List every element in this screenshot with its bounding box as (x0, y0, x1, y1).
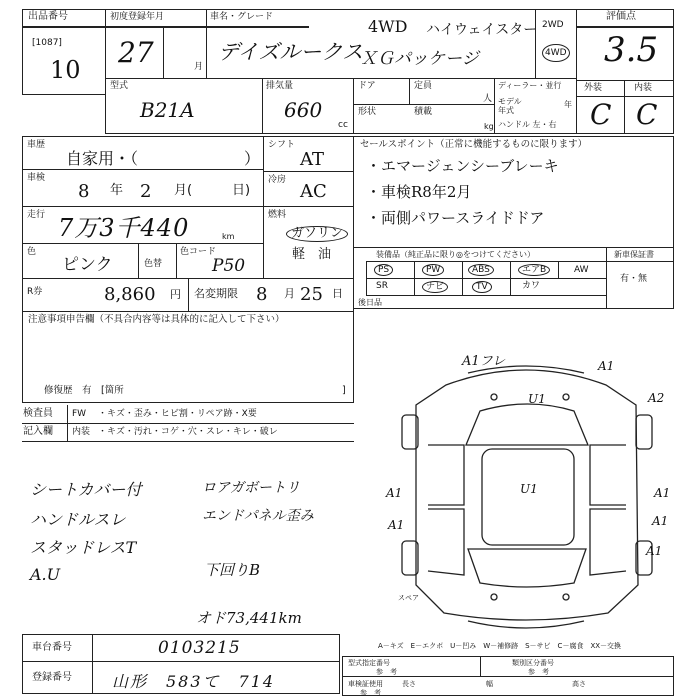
shaken-year: 8 (78, 181, 90, 202)
entry-label: 記入欄 (23, 426, 53, 437)
history-box (22, 136, 264, 170)
odometer-note: オド73,441km (196, 609, 302, 627)
recycle-label: R券 (27, 287, 43, 297)
note-right: エンドパネル歪み (202, 508, 314, 524)
note-left: スタッドレスT (30, 538, 137, 557)
drive-text: 4WD (368, 17, 408, 36)
equip-sr: SR (376, 281, 388, 291)
chassis-label: 車台番号 (32, 642, 72, 653)
warranty-label: 新車保証書 (614, 250, 654, 259)
repair-close: ] (342, 385, 346, 396)
ref-label: 参 考 (528, 668, 549, 676)
equip-abs: ABS (468, 264, 494, 276)
ac-label: 冷房 (268, 175, 287, 185)
equip-navi: ナビ (422, 281, 448, 293)
damage-mark: U1 (528, 392, 546, 406)
height-label: 高さ (572, 680, 586, 688)
meigi-month-unit: 月 (284, 287, 295, 300)
fuel-label: 燃料 (268, 210, 287, 220)
notice-label: 注意事項申告欄（不具合内容等は具体的に記入して下さい） (28, 314, 285, 325)
damage-legend: A－キズ E－エクボ U－凹み W－補修跡 S－サビ C－腐食 XX－交換 (378, 642, 622, 650)
note-right: ロアガボートリ (202, 480, 300, 496)
interior-items: ・キズ・汚れ・コゲ・穴・スレ・キレ・破レ (98, 427, 278, 437)
shift-label: シフト (268, 140, 296, 150)
length-label: 長さ (402, 680, 416, 688)
score-value: 3.5 (604, 30, 659, 70)
warranty-value: 有・無 (620, 274, 648, 284)
shaken-day-unit: 日) (232, 183, 251, 198)
repair-label: 修復歴 有 [箇所 (44, 385, 124, 396)
opt-2wd: 2WD (542, 20, 564, 30)
shaken-month-unit: 月( (174, 183, 193, 198)
shift-value: AT (300, 149, 325, 170)
interior-label: 内装 (634, 83, 653, 93)
exterior-label: 外装 (584, 83, 603, 93)
history-value: 自家用・（ (66, 149, 139, 168)
meigi-label: 名変期限 (194, 287, 238, 300)
disp-unit: cc (338, 120, 348, 130)
recycle-unit: 円 (170, 288, 181, 301)
damage-mark: U1 (520, 482, 538, 496)
model-name: デイズルークス (218, 40, 364, 64)
meigi-month: 8 (256, 284, 268, 305)
first-reg-label: 初度登録年月 (110, 12, 165, 22)
equip-tv: TV (472, 281, 492, 293)
capacity-unit: 人 (483, 94, 493, 104)
ac-value: AC (300, 181, 327, 202)
exterior-value: C (590, 98, 612, 131)
year-unit: 年 (564, 100, 572, 109)
color-code-label: 色コード (180, 247, 217, 257)
reg-value: 山形 583て 714 (112, 672, 276, 691)
sales-point: ・エマージェンシーブレーキ (366, 157, 559, 175)
mileage-unit: km (222, 232, 235, 241)
opt-4wd: 4WD (542, 44, 570, 62)
mileage-label: 走行 (27, 210, 46, 220)
shaken-year-unit: 年 (110, 183, 124, 198)
sales-point: ・両側パワースライドドア (366, 209, 545, 227)
spare-label: スペア (398, 594, 419, 602)
interior-value: C (636, 98, 658, 131)
equipment-header: 装備品（純正品に限り◎をつけてください） (376, 250, 535, 259)
score-label: 評価点 (606, 11, 636, 22)
meigi-day: 25 (300, 284, 323, 305)
door-label: ドア (358, 81, 376, 91)
damage-mark: A2 (648, 391, 665, 405)
chassis-value: 0103215 (158, 638, 241, 658)
color-value: ピンク (62, 255, 113, 275)
equip-leather: カワ (522, 281, 541, 291)
capacity-label: 定員 (414, 81, 433, 91)
color-label: 色 (27, 247, 37, 257)
equip-pw: PW (422, 264, 444, 276)
color-code-value: P50 (212, 256, 246, 276)
lot-code: [1087] (32, 38, 62, 48)
type-value: B21A (140, 98, 195, 122)
inspect-interior-label: 内装 (72, 427, 91, 437)
load-unit: kg (484, 122, 494, 131)
shaken-month: 2 (140, 181, 152, 202)
note-left: A.U (30, 565, 61, 584)
damage-mark: A1 (654, 486, 671, 500)
ref-label: 参 考 (376, 668, 397, 676)
model-top: ハイウェイスター (426, 22, 538, 38)
disp-label: 排気量 (266, 81, 294, 91)
mileage-value: 7万3千440 (58, 214, 190, 242)
note-left: ハンドルスレ (30, 510, 126, 529)
note-right: 下回りB (204, 561, 261, 579)
fuel-value: ガソリン (286, 226, 348, 242)
reg-label: 登録番号 (32, 672, 72, 683)
damage-mark: A1 (386, 486, 403, 500)
type-label: 型式 (110, 81, 129, 91)
note-left: シートカバー付 (30, 480, 142, 499)
equip-ps: PS (374, 264, 393, 276)
disp-value: 660 (284, 98, 323, 122)
grade: ＸＧパッケージ (360, 49, 479, 69)
damage-mark: A1 (598, 359, 615, 373)
history-close: ） (244, 149, 261, 168)
lot-number: 10 (50, 56, 81, 84)
fw-items: ・キズ・歪み・ヒビ割・リペア跡・X要 (98, 409, 257, 419)
cert-label: 車検証使用 (348, 680, 383, 688)
shape-label: 形状 (358, 107, 377, 117)
equip-aw: AW (574, 265, 589, 275)
damage-mark: A1 (388, 518, 405, 532)
model-year-label: モデル年式 (498, 97, 522, 115)
color-change-label: 色替 (144, 259, 163, 269)
ref-label: 参 考 (360, 689, 381, 697)
damage-mark: A1フレ (462, 354, 506, 369)
damage-mark: A1 (646, 544, 663, 558)
first-reg-year: 27 (118, 36, 154, 69)
lot-label: 出品番号 (28, 11, 68, 22)
sales-point: ・車検R8年2月 (366, 183, 472, 201)
width-label: 幅 (486, 680, 493, 688)
handle-label: ハンドル 左・右 (498, 120, 557, 129)
dealer-label: ディーラー・並行 (498, 81, 562, 90)
fuel-alt: 軽 油 (292, 247, 332, 262)
load-label: 積載 (414, 107, 433, 117)
meigi-day-unit: 日 (332, 287, 343, 300)
inspector-label: 検査員 (23, 408, 53, 419)
history-label: 車歴 (27, 140, 46, 150)
type-designation-label: 型式指定番号 (348, 659, 390, 667)
damage-mark: A1 (652, 514, 669, 528)
equip-airbag: エアB (518, 264, 550, 276)
class-label: 類別区分番号 (512, 659, 554, 667)
name-grade-label: 車名・グレード (210, 12, 274, 22)
shaken-label: 車検 (27, 173, 46, 183)
rear-item-label: 後日品 (358, 298, 382, 307)
sales-header: セールスポイント（正常に機能するものに限ります） (360, 139, 588, 150)
recycle-value: 8,860 (104, 284, 156, 305)
first-reg-month-unit: 月 (194, 62, 204, 72)
fw-label: FW (72, 409, 87, 419)
